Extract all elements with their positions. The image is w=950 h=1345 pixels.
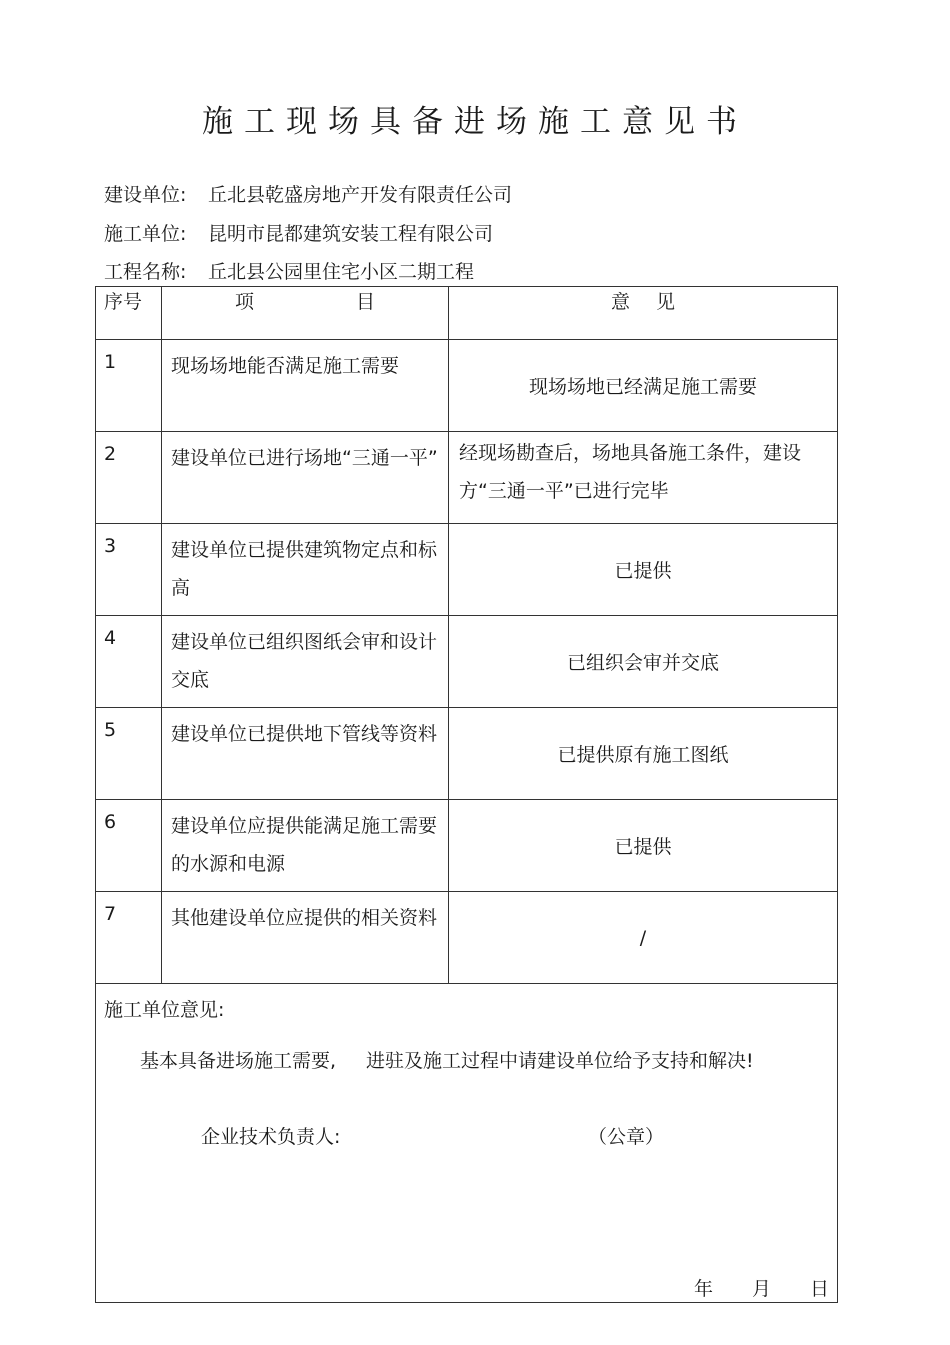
project-label: 工程名称: — [104, 261, 187, 283]
table-row — [96, 524, 838, 616]
signer-label: 企业技术负责人: — [201, 1126, 341, 1148]
row-opinion: 已提供 — [449, 524, 838, 616]
row-number: 4 — [96, 616, 162, 708]
opinion-text-part2: 进驻及施工过程中请建设单位给予支持和解决! — [366, 1050, 754, 1072]
row-number: 1 — [96, 340, 162, 432]
table-row — [96, 340, 838, 432]
header-item: 项目 — [235, 291, 375, 313]
opinion-text-part1: 基本具备进场施工需要, — [140, 1050, 337, 1072]
row-item: 现场场地能否满足施工需要 — [162, 340, 449, 432]
project-info — [104, 257, 474, 284]
row-number: 7 — [96, 892, 162, 984]
table-row — [96, 708, 838, 800]
contractor-label: 施工单位: — [104, 223, 187, 245]
row-number: 6 — [96, 800, 162, 892]
row-opinion: / — [449, 892, 838, 984]
table-header-row — [96, 287, 838, 340]
header-opinion: 意见 — [611, 291, 675, 313]
contractor-opinion-section — [96, 984, 838, 1303]
table-row — [96, 432, 838, 524]
official-seal-label: （公章） — [588, 1126, 665, 1148]
builder-label: 建设单位: — [104, 184, 187, 206]
table-row — [96, 892, 838, 984]
row-item: 建设单位应提供能满足施工需要的水源和电源 — [162, 800, 449, 892]
row-number: 2 — [96, 432, 162, 524]
builder-info — [104, 180, 512, 207]
row-opinion: 已提供 — [449, 800, 838, 892]
day-label: 日 — [809, 1278, 829, 1300]
table-row — [96, 800, 838, 892]
row-number: 5 — [96, 708, 162, 800]
contractor-opinion-label: 施工单位意见: — [104, 999, 225, 1021]
row-opinion: 已组织会审并交底 — [449, 616, 838, 708]
opinion-table — [95, 286, 838, 1303]
contractor-value: 昆明市昆都建筑安装工程有限公司 — [208, 223, 494, 245]
row-item: 建设单位已提供地下管线等资料 — [162, 708, 449, 800]
document-title: 施工现场具备进场施工意见书 — [202, 104, 748, 140]
builder-value: 丘北县乾盛房地产开发有限责任公司 — [208, 184, 513, 206]
row-item: 建设单位已提供建筑物定点和标高 — [162, 524, 449, 616]
contractor-info — [104, 219, 493, 246]
year-label: 年 — [694, 1278, 714, 1300]
row-opinion: 已提供原有施工图纸 — [449, 708, 838, 800]
month-label: 月 — [751, 1278, 771, 1300]
project-value: 丘北县公园里住宅小区二期工程 — [208, 261, 475, 283]
row-item: 其他建设单位应提供的相关资料 — [162, 892, 449, 984]
header-no: 序号 — [96, 287, 162, 340]
row-item: 建设单位已进行场地“三通一平” — [162, 432, 449, 524]
row-opinion: 经现场勘查后，场地具备施工条件，建设方“三通一平”已进行完毕 — [449, 432, 838, 524]
date-line — [694, 1274, 829, 1301]
row-item: 建设单位已组织图纸会审和设计交底 — [162, 616, 449, 708]
row-number: 3 — [96, 524, 162, 616]
table-row — [96, 616, 838, 708]
contractor-opinion-text — [104, 1040, 824, 1082]
row-opinion: 现场场地已经满足施工需要 — [449, 340, 838, 432]
